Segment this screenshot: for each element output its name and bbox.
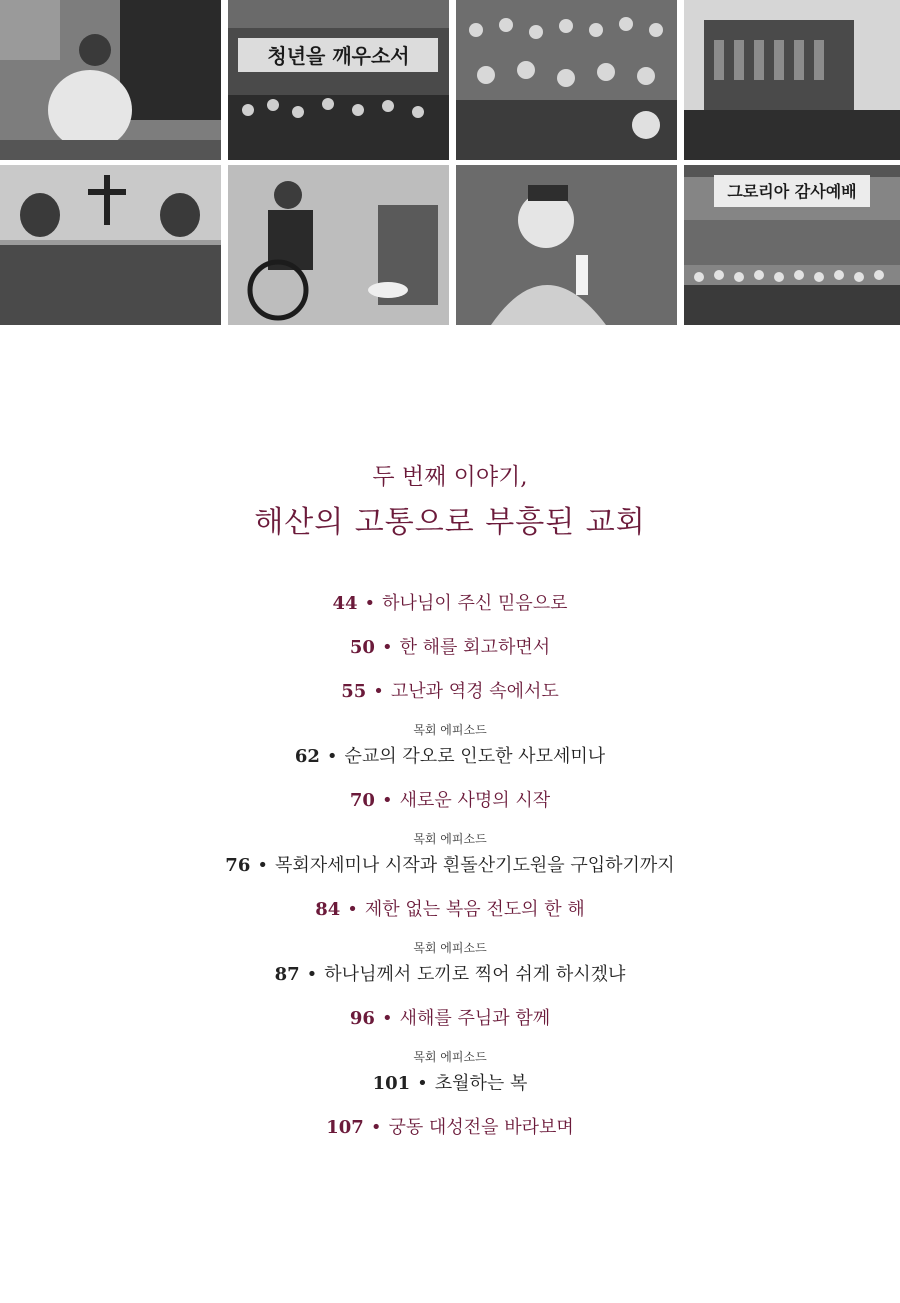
page-number: 50 [349, 637, 375, 658]
entry-title: 새로운 사명의 시작 [399, 790, 551, 811]
bullet-separator: • [381, 637, 393, 658]
section-eyebrow: 두 번째 이야기, [372, 464, 528, 490]
entry-title: 궁동 대성전을 바라보며 [388, 1117, 574, 1138]
toc-entry[interactable] [0, 786, 900, 812]
bullet-separator: • [381, 1008, 393, 1029]
photo-grid [0, 0, 900, 325]
toc-entry[interactable] [0, 1004, 900, 1030]
page-number: 96 [349, 1008, 375, 1029]
page-number: 70 [349, 790, 375, 811]
photo-sanctuary-cross [0, 165, 221, 325]
toc-entry[interactable] [0, 633, 900, 659]
toc-entry[interactable] [0, 677, 900, 703]
toc-episode-entry[interactable] [0, 1069, 900, 1095]
entry-title: 하나님께서 도끼로 찍어 쉬게 하시겠냐 [324, 964, 626, 985]
episode-tag: 목회 에피소드 [413, 1050, 487, 1064]
toc-entry[interactable] [0, 895, 900, 921]
photo-pastor-smiling-microphone [456, 165, 677, 325]
entry-title: 한 해를 회고하면서 [399, 637, 551, 658]
bullet-separator: • [257, 855, 268, 876]
bullet-separator: • [417, 1073, 428, 1094]
photo-youth-revival-stage [228, 0, 449, 160]
entry-title: 순교의 각오로 인도한 사모세미나 [344, 746, 606, 767]
entry-title: 목회자세미나 시작과 흰돌산기도원을 구입하기까지 [274, 855, 675, 876]
toc-entry[interactable] [0, 1113, 900, 1139]
photo-worship-congregation [456, 0, 677, 160]
toc-entry[interactable] [0, 589, 900, 615]
toc-episode-entry[interactable] [0, 742, 900, 768]
photo-pastor-wheelchair [228, 165, 449, 325]
page-number: 76 [225, 855, 251, 876]
entry-title: 제한 없는 복음 전도의 한 해 [364, 899, 585, 920]
toc-episode-entry[interactable] [0, 851, 900, 877]
page-number: 107 [326, 1117, 364, 1138]
bullet-separator: • [373, 681, 384, 702]
episode-tag: 목회 에피소드 [413, 723, 487, 737]
page-number: 101 [372, 1073, 411, 1094]
entry-title: 새해를 주님과 함께 [399, 1008, 551, 1029]
page-number: 84 [315, 899, 341, 920]
bullet-separator: • [364, 593, 376, 614]
banner-text: 그로리아 감사예배 [727, 182, 857, 201]
toc-episode-entry[interactable] [0, 960, 900, 986]
bullet-separator: • [381, 790, 393, 811]
entry-title: 초월하는 복 [434, 1073, 528, 1094]
banner-text: 청년을 깨우소서 [267, 44, 410, 68]
entry-title: 하나님이 주신 믿음으로 [382, 593, 568, 614]
section-title: 해산의 고통으로 부흥된 교회 [254, 505, 646, 540]
bullet-separator: • [347, 899, 358, 920]
bullet-separator: • [306, 964, 318, 985]
page-number: 62 [294, 746, 320, 767]
photo-glory-thanksgiving-service [684, 165, 900, 325]
entry-title: 고난과 역경 속에서도 [390, 681, 559, 702]
bullet-separator: • [326, 746, 338, 767]
photo-praying-at-desk [0, 0, 221, 160]
episode-tag: 목회 에피소드 [413, 832, 487, 846]
page-number: 87 [274, 964, 300, 985]
episode-tag: 목회 에피소드 [413, 941, 487, 955]
photo-church-building [684, 0, 900, 160]
page-number: 44 [332, 593, 358, 614]
page-number: 55 [341, 681, 367, 702]
bullet-separator: • [370, 1117, 382, 1138]
